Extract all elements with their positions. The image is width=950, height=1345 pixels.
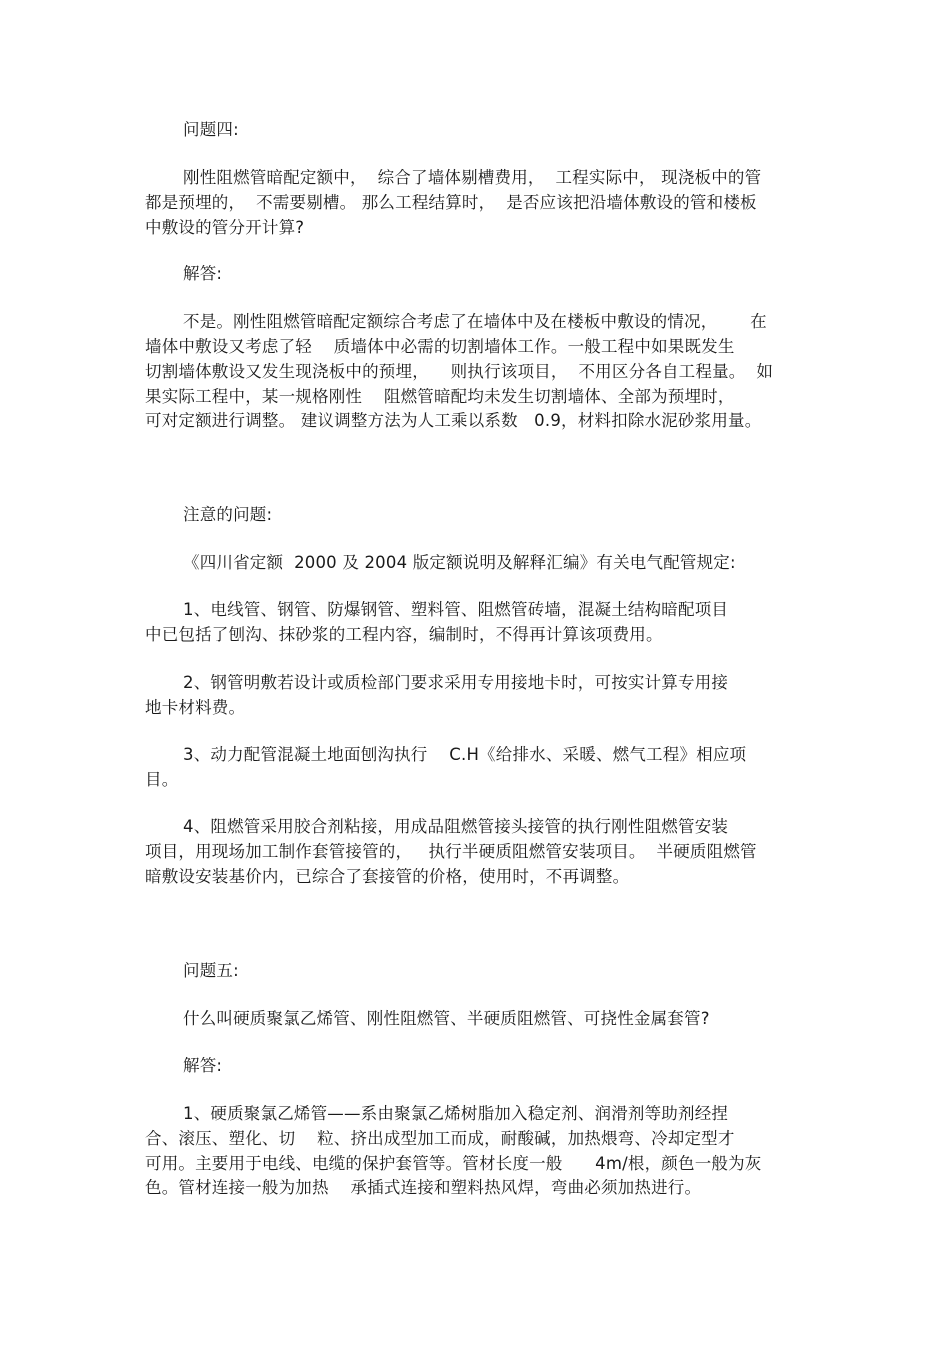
note-item-line: 项目，用现场加工制作套管接管的， 执行半硬质阻燃管安装项目。 半硬质阻燃管 (145, 842, 757, 861)
note-item-line: 地卡材料费。 (145, 698, 246, 717)
q4-answer-line: 墙体中敷设又考虑了轻 质墙体中必需的切割墙体工作。一般工程中如果既发生 (145, 337, 735, 356)
note-item-line: 目。 (145, 770, 179, 789)
q4-answer-line: 不是。刚性阻燃管暗配定额综合考虑了在墙体中及在楼板中敷设的情况， 在 (183, 312, 767, 331)
note-item-line: 中已包括了刨沟、抹砂浆的工程内容，编制时，不得再计算该项费用。 (145, 625, 663, 644)
q4-answer-line: 可对定额进行调整。 建议调整方法为人工乘以系数 0.9，材料扣除水泥砂浆用量。 (145, 411, 762, 430)
q4-heading: 问题四: (183, 120, 239, 139)
note-item-line: 4、阻燃管采用胶合剂粘接，用成品阻燃管接头接管的执行刚性阻燃管安装 (183, 817, 729, 836)
note-item-line: 1、电线管、钢管、防爆钢管、塑料管、阻燃管砖墙，混凝土结构暗配项目 (183, 600, 729, 619)
q5-answer-line: 1、硬质聚氯乙烯管——系由聚氯乙烯树脂加入稳定剂、润滑剂等助剂经捏 (183, 1104, 729, 1123)
q5-question: 什么叫硬质聚氯乙烯管、刚性阻燃管、半硬质阻燃管、可挠性金属套管? (183, 1009, 710, 1028)
q4-answer-line: 果实际工程中，某一规格刚性 阻燃管暗配均未发生切割墙体、全部为预埋时， (145, 387, 735, 406)
q4-question-line: 刚性阻燃管暗配定额中， 综合了墙体剔槽费用， 工程实际中， 现浇板中的管 (183, 168, 762, 187)
note-item-line: 3、动力配管混凝土地面刨沟执行 C.H《给排水、采暖、燃气工程》相应项 (183, 745, 747, 764)
q4-answer-label: 解答: (183, 264, 223, 283)
q5-answer-label: 解答: (183, 1056, 223, 1075)
q4-question-line: 都是预埋的， 不需要剔槽。 那么工程结算时， 是否应该把沿墙体敷设的管和楼板 (145, 193, 757, 212)
note-item-line: 暗敷设安装基价内，已综合了套接管的价格，使用时，不再调整。 (145, 867, 630, 886)
q5-answer-line: 可用。主要用于电线、电缆的保护套管等。管材长度一般 4m/根，颜色一般为灰 (145, 1154, 762, 1173)
notes-heading: 注意的问题: (183, 505, 273, 524)
q5-heading: 问题五: (183, 961, 239, 980)
q5-answer-line: 合、滚压、塑化、切 粒、挤出成型加工而成，耐酸碱，加热煨弯、冷却定型才 (145, 1129, 735, 1148)
notes-intro: 《四川省定额 2000 及 2004 版定额说明及解释汇编》有关电气配管规定: (183, 553, 736, 572)
q5-answer-line: 色。管材连接一般为加热 承插式连接和塑料热风焊，弯曲必须加热进行。 (145, 1178, 702, 1197)
q4-answer-line: 切割墙体敷设又发生现浇板中的预埋， 则执行该项目， 不用区分各自工程量。 如 (145, 362, 774, 381)
q4-question-line: 中敷设的管分开计算? (145, 218, 305, 237)
note-item-line: 2、钢管明敷若设计或质检部门要求采用专用接地卡时，可按实计算专用接 (183, 673, 729, 692)
